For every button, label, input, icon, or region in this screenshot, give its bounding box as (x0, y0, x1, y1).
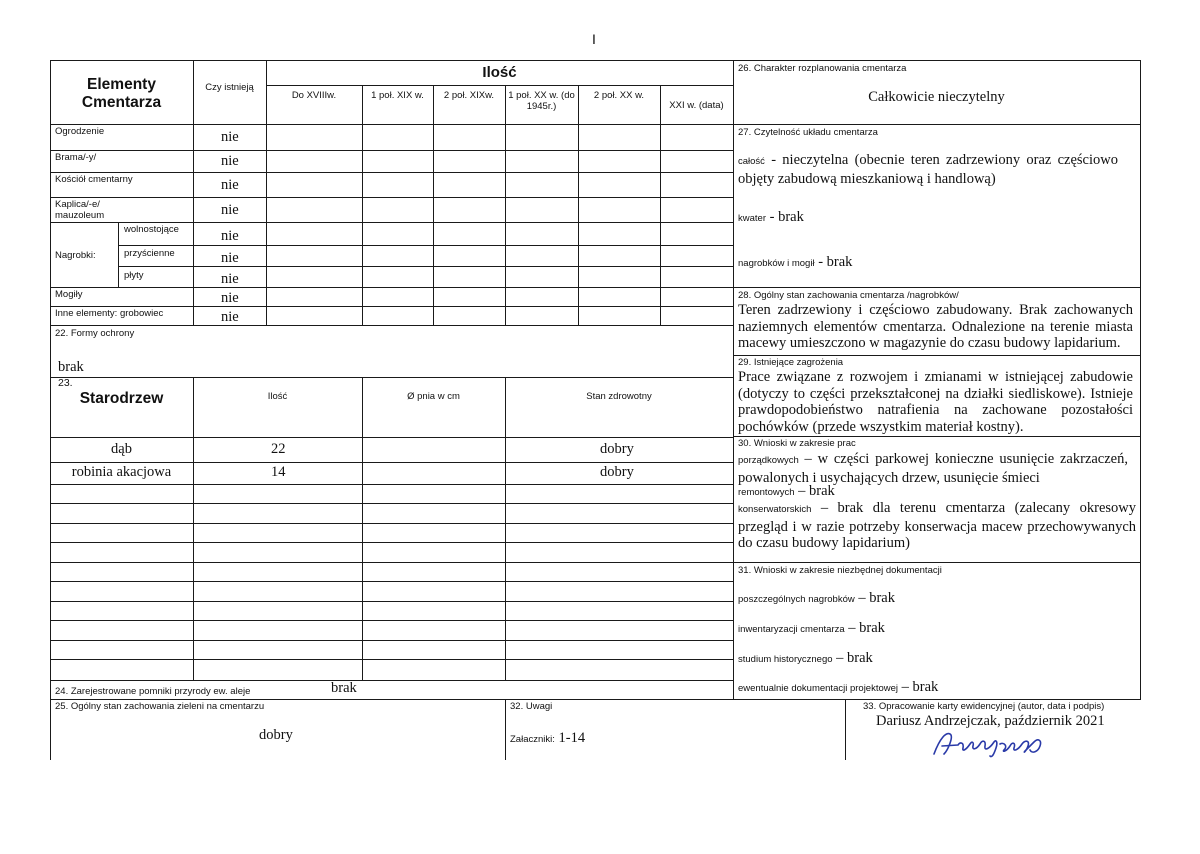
col-stan: Stan zdrowotny (586, 391, 652, 402)
s32-attachments: Załaczniki: 1-14 (510, 730, 586, 746)
s31-item: ewentualnie dokumentacji projektowej – brak (738, 679, 939, 695)
row-label: Ogrodzenie (55, 126, 105, 137)
period-header: 2 poł. XIXw. (443, 90, 495, 101)
row-label: Brama/-y/ (55, 152, 97, 163)
starodrzew-title: Starodrzew (79, 390, 164, 407)
row-label: Kościół cmentarny (55, 174, 133, 185)
quantity-title: Ilość (482, 64, 517, 81)
row-value: nie (221, 309, 239, 325)
s28-label: 28. Ogólny stan zachowania cmentarza /nagrobków/ (738, 290, 959, 301)
tree-health: dobry (600, 464, 634, 480)
period-header: Do XVIIIw. (291, 90, 337, 101)
row-value: nie (221, 177, 239, 193)
elements-title: Elementy Cmentarza (81, 76, 162, 111)
s27-kwater: kwater - brak (738, 209, 804, 225)
s28-value: Teren zadrzewiony i częściowo zabudowany. Brak zachowanych naziemnych elementów cmentarza. Odnalezione na terenie miasta macewy umieszczono w magazynie do czasu budowy lapidarium. (738, 302, 1133, 351)
row-value: nie (221, 202, 239, 218)
s32-label: 32. Uwagi (510, 701, 553, 712)
pomniki-value: brak (331, 680, 357, 696)
tree-count: 14 (271, 464, 286, 480)
s26-value: Całkowicie nieczytelny (868, 89, 1005, 105)
period-header: 2 poł. XX w. (593, 90, 645, 101)
row-value: nie (221, 271, 239, 287)
formy-ochrony-value: brak (58, 359, 84, 375)
row-label: Mogiły (55, 289, 83, 300)
tree-name: dąb (111, 441, 132, 457)
row-value: nie (221, 228, 239, 244)
formy-ochrony-label: 22. Formy ochrony (55, 328, 135, 339)
row-label: Inne elementy: grobowiec (55, 308, 164, 319)
s31-item: inwentaryzacji cmentarza – brak (738, 620, 885, 636)
s25-value: dobry (259, 727, 293, 743)
row-label: Kaplica/-e/ mauzoleum (55, 199, 105, 221)
s27-label: 27. Czytelność układu cmentarza (738, 127, 878, 138)
period-header: XXI w. (data) (669, 100, 724, 111)
s31-label: 31. Wnioski w zakresie niezbędnej dokumentacji (738, 565, 942, 576)
exists-col-header: Czy istnieją (205, 82, 254, 93)
tree-name: robinia akacjowa (71, 464, 172, 480)
s29-value: Prace związane z rozwojem i zmianami w istniejącej zabudowie (dotyczy to części przekształconej na działki siedliskowe). Istnieje prawdopodobieństwo natrafienia na zachowane pozostałości pochówków (przede wszystkim materiał kostny). (738, 369, 1133, 435)
col-pien: Ø pnia w cm (407, 391, 460, 402)
row-value: nie (221, 250, 239, 266)
tree-count: 22 (271, 441, 286, 457)
s30-remontowych: remontowych – brak (738, 483, 835, 499)
s30-porzadkowych: porządkowych – w części parkowej konieczne usunięcie zakrzaczeń, powalonych i usychających drzew, usunięcie śmieci (738, 451, 1128, 486)
period-header: 1 poł. XIX w. (371, 90, 424, 101)
signature (930, 728, 1060, 760)
s29-label: 29. Istniejące zagrożenia (738, 357, 844, 368)
tree-health: dobry (600, 441, 634, 457)
s30-konserwatorskich: konserwatorskich – brak dla terenu cmentarza (zalecany okresowy przegląd i w razie potrzeby konserwacja macew przechowywanych do czasu budowy lapidarium) (738, 500, 1136, 551)
s33-value: Dariusz Andrzejczak, październik 2021 (876, 713, 1105, 729)
s31-item: studium historycznego – brak (738, 650, 873, 666)
row-value: nie (221, 129, 239, 145)
s27-calosc: całość - nieczytelna (obecnie teren zadrzewiony oraz częściowo objęty zabudową mieszkaniową i handlową) (738, 152, 1118, 187)
s27-nagrobkow: nagrobków i mogił - brak (738, 254, 853, 270)
s33-label: 33. Opracowanie karty ewidencyjnej (autor, data i podpis) (863, 701, 1105, 712)
page-mark: I (592, 31, 596, 47)
row-value: nie (221, 290, 239, 306)
row-label: przyścienne (124, 248, 175, 259)
starodrzew-number: 23. (58, 377, 73, 389)
s31-item: poszczególnych nagrobków – brak (738, 590, 895, 606)
pomniki-label: 24. Zarejestrowane pomniki przyrody ew. aleje (55, 686, 251, 697)
s25-label: 25. Ogólny stan zachowania zieleni na cmentarzu (55, 701, 265, 712)
nagrobki-label: Nagrobki: (55, 250, 96, 261)
period-header: 1 poł. XX w. (do 1945r.) (508, 90, 575, 112)
row-value: nie (221, 153, 239, 169)
s30-label: 30. Wnioski w zakresie prac (738, 438, 856, 449)
s26-label: 26. Charakter rozplanowania cmentarza (738, 63, 907, 74)
row-label: wolnostojące (124, 224, 179, 235)
col-ilosc: Ilość (267, 391, 288, 402)
row-label: płyty (124, 270, 144, 281)
